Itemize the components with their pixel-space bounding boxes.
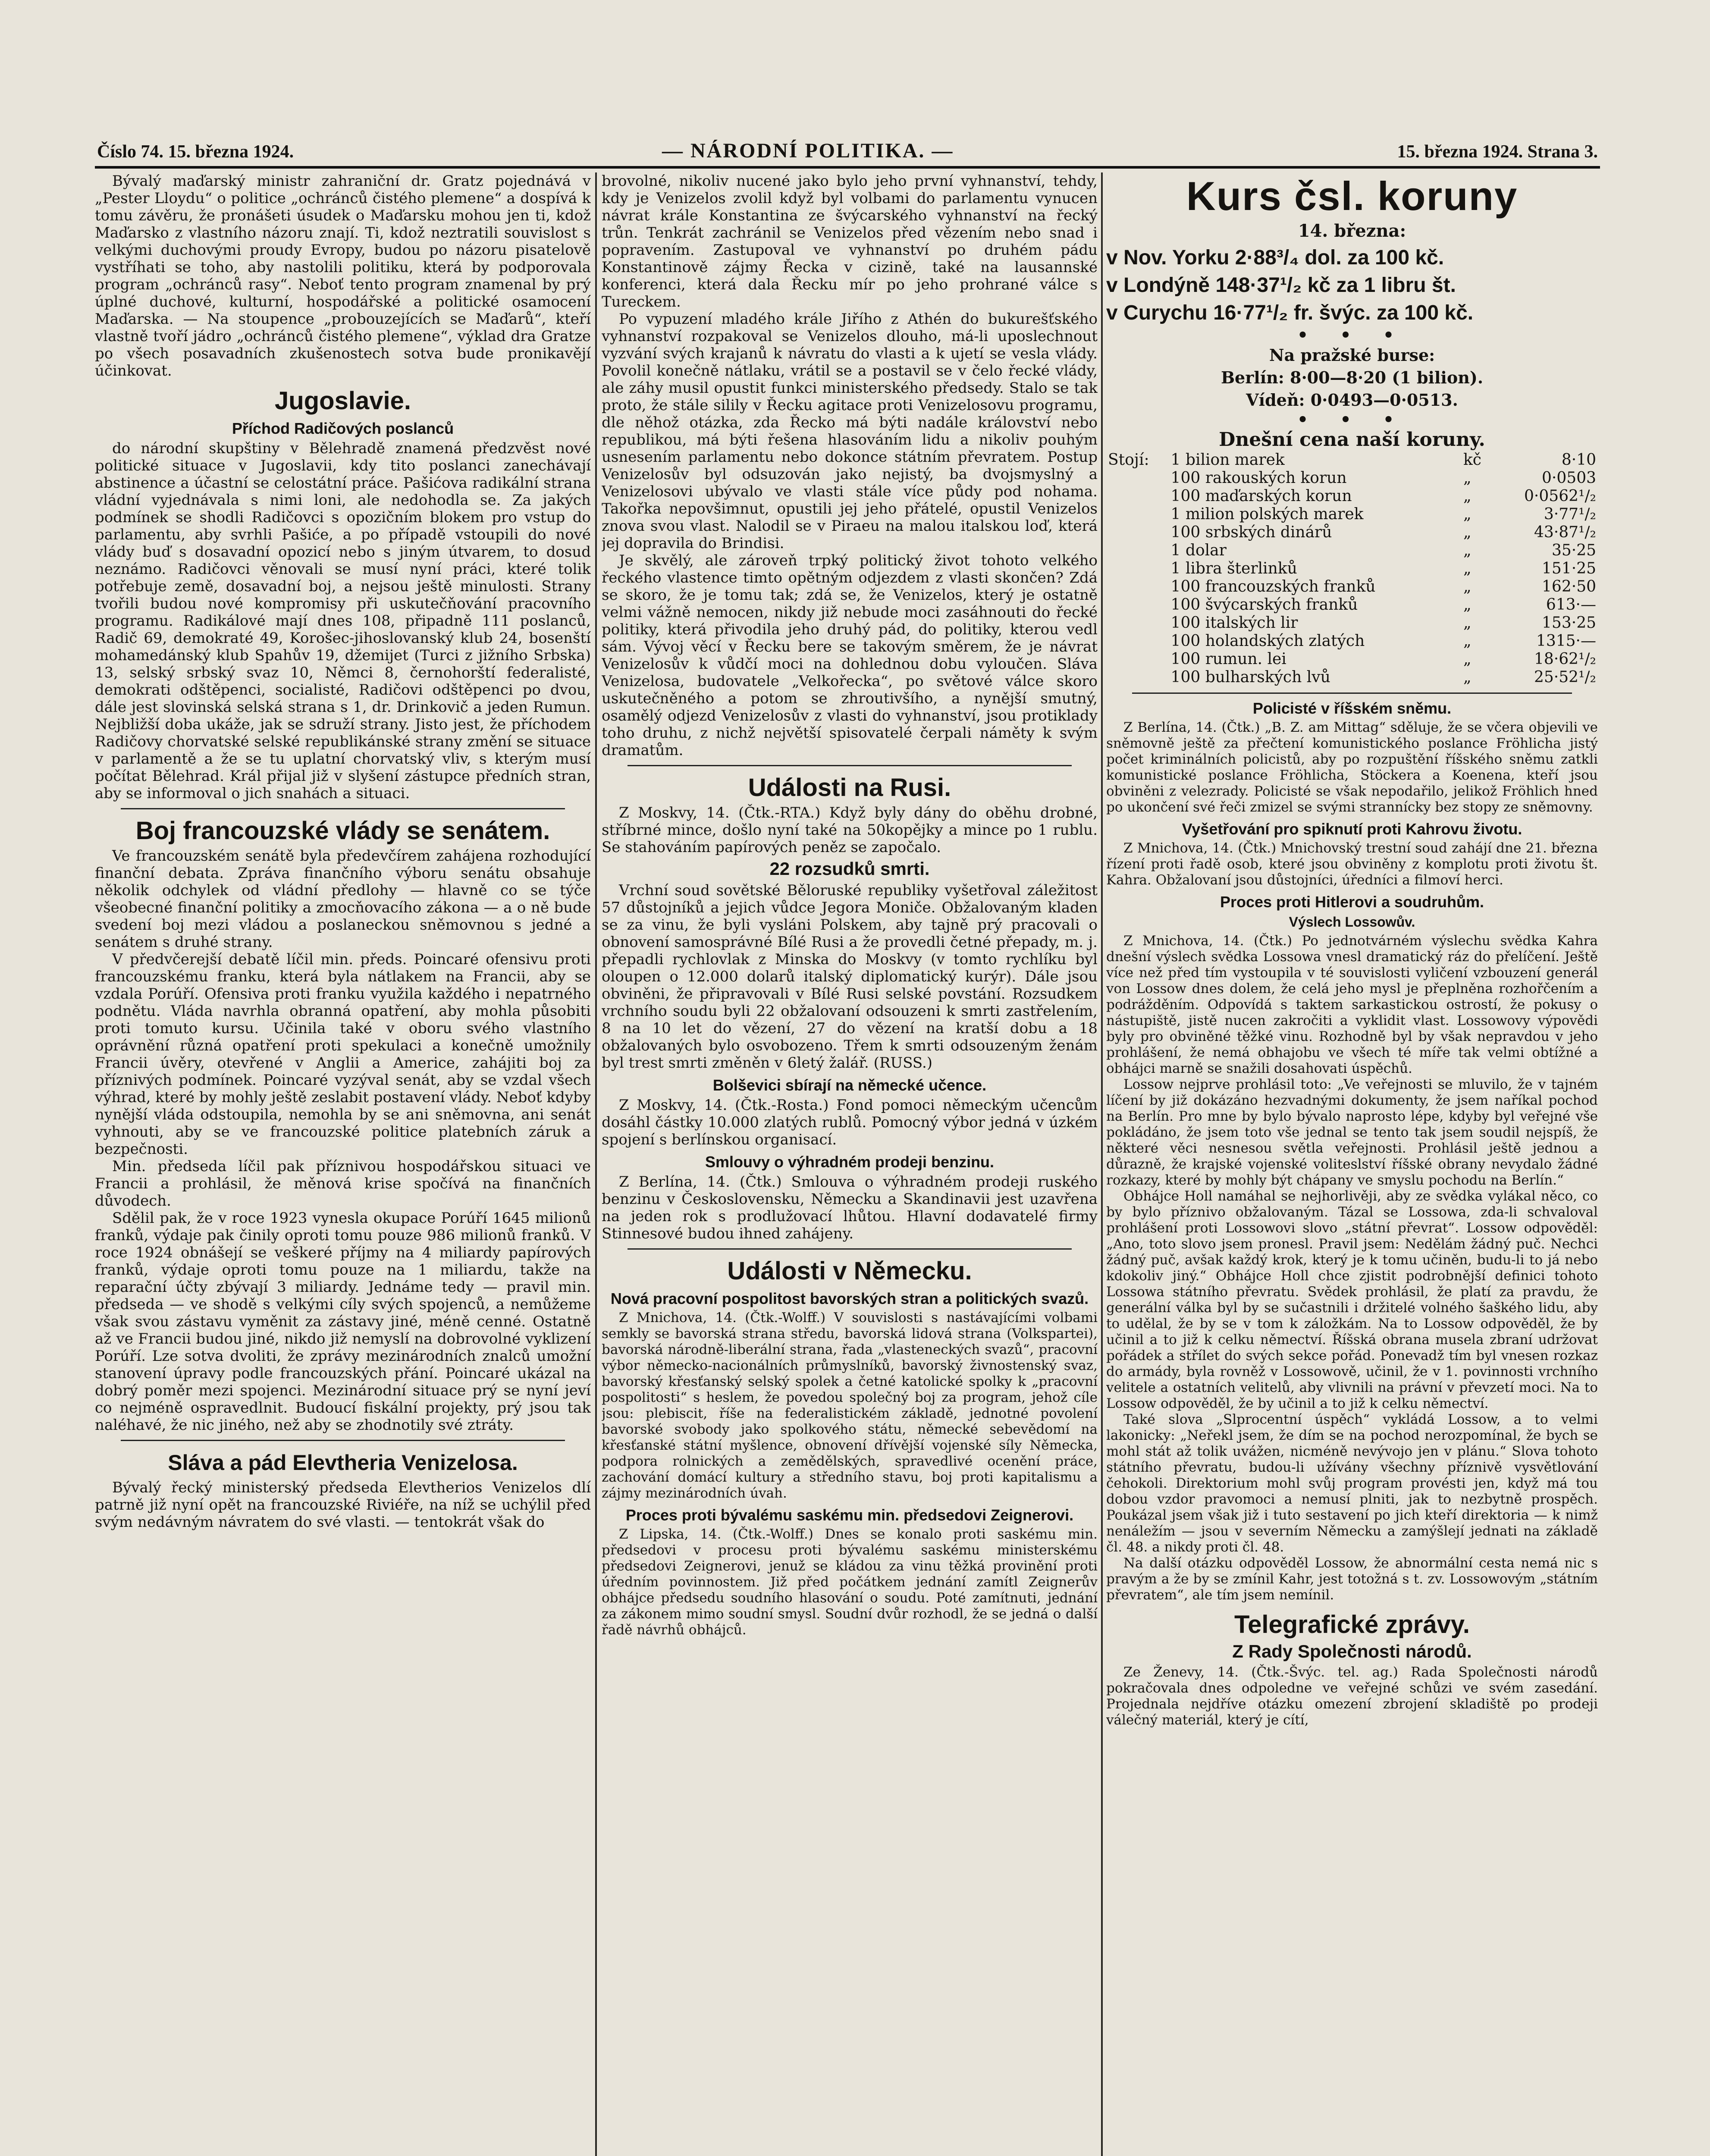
column-2 [602, 172, 1098, 2156]
rate-unit: 100 rakouských korun [1170, 469, 1347, 487]
separator [628, 765, 1072, 766]
kurs-date: 14. března: [1298, 221, 1406, 241]
kurs-london: v Londýně 148·37¹/₂ kč za 1 libru št. [1106, 274, 1456, 297]
heading-boj: Boj francouzské vlády se senátem. [135, 817, 550, 845]
rate-currency: „ [1463, 523, 1472, 541]
rate-prefix [1106, 505, 1169, 523]
issue-number: Číslo 74. 15. března 1924. [97, 142, 294, 162]
rate-prefix [1106, 578, 1169, 596]
rate-value: 153·25 [1542, 614, 1596, 632]
article-rozsudky: Vrchní soud sovětské Běloruské republiky vyšetřoval záležitost 57 důstojníků a jejich vůdce Jegora Moniče. Obžalovaným kladen se za vinu, že byli vysláni Polskem, aby tajně prý pracovali o obnovení samosprávné Bílé Rusi a že provedli četné přepady, m. j. přepadli rychlovlak z Minska do Moskvy (v tomto rychlíku byl oloupen o 12.000 dolarů italský diplomatický kurýr). Dále jsou obviněni, že připravovali v Bílé Rusi selské povstání. Rozsudkem vrchního soudu byli 22 obžalovaní odsouzeni k smrti zastřelením, 8 na 10 let do vězení, 27 do vězení na kratší dobu a 18 obžalovaných bylo osvobozeno. Třem k smrti odsouzeným ženám byl trest smrti změněn v 6letý žalář. (RUSS.) [602, 882, 1098, 1072]
column-3 [1106, 172, 1598, 2156]
cena-title: Dnešní cena naší koruny. [1219, 429, 1485, 451]
column-divider [595, 172, 597, 2156]
heading-rusi: Události na Rusi. [748, 774, 951, 802]
rate-row [1106, 523, 1598, 542]
rate-unit: 1 dolar [1170, 542, 1227, 559]
rate-prefix [1106, 523, 1169, 542]
article-venizelos-2: brovolné, nikoliv nucené jako bylo jeho první vyhnanství, tehdy, kdy je Venizelos zvolil když byl volbami do parlamentu vynucen návrat krále Konstantina ze švýcarského vyhnanství na řecký trůn. Tenkrát zachránil se Venizelos před vězením nebo snad i popravením. Zastupoval ve vyhnanství po druhém pádu Konstantinově zájmy Řecka v cizině, také na lausannské konferenci, která dala Řecku mír po jeho prohrané válce s Tureckem. [602, 172, 1098, 310]
kurs-curych: v Curychu 16·77¹/₂ fr. švýc. za 100 kč. [1106, 301, 1474, 324]
rate-prefix [1106, 542, 1169, 560]
rate-currency: „ [1463, 560, 1472, 577]
heading-jugoslavie: Jugoslavie. [275, 387, 411, 415]
rate-value: 43·87¹/₂ [1534, 523, 1596, 541]
rate-unit: 1 bilion marek [1170, 451, 1285, 469]
dots-divider: • • • [1297, 325, 1407, 345]
masthead-title: — NÁRODNÍ POLITIKA. — [662, 139, 954, 162]
subheading-radic: Příchod Radičových poslanců [232, 420, 454, 437]
rate-currency: „ [1463, 668, 1472, 686]
article-lossow-3: Obhájce Holl namáhal se nejhorlivěji, aby ze svědka vylákal něco, co by bylo příznivo obžalovaným. Tázal se Lossowa, zda-li schvaloval prohlášení proti Lossowovi slovo „státní převrat“. Lossow odpověděl: „Ano, toto slovo jsem pronesl. Pravil jsem: Nedělám žádný puč. Nechci žádný puč, avšak každý krok, který je k tomu učiněn, budu-li to já nebo kdokoliv jiný.“ Obhájce Holl chce zjistit podrobnější definici tohoto Lossowa státního převratu. Svědek prohlásil, že platí za pravdu, že generální válka byl by se sučastnili i držitelé volného šaškého lidu, aby to udělal, že by se v tom k záložkám. Na to Lossow odpověděl, že by učinil a to již k celku němectví. Říšská obrana musela zbraní udržovat pořádek a střílet do svých sekce pořád. Ponevadž tím byl vnesen rozkaz do armády, byla rovněž v Lossowově, učinil, že v 1. povinnosti vrchního velitele a ostatních velitelů, aby vlivnili na právní v převzetí moci. Na to Lossow odpověděl, že by učinil a to již k celku němectví. [1106, 1188, 1598, 1411]
heading-telegraficke: Telegrafické zprávy. [1234, 1611, 1470, 1639]
rate-prefix: Stojí: [1108, 451, 1149, 469]
article-radic: do národní skupštiny v Bělehradě znamená předzvěst nové politické situace v Jugoslavii, kdy tito poslanci zanechávají abstinence a účastní se celostátní práce. Pašićova radikální strana vládní vyjednávala s nimi loni, ale nedohodla se. Za jakých podmínek se shodli Radičovci s opozičním blokem pro vstup do parlamentu, aby svrhli Pašiće, a po případě vstoupili do nové vlády buď s dosavadní opozicí nebo s jiným útvarem, to dosud neznámo. Radičovci věnovali se musí nyní práci, které tolik potřebuje země, dosavadní boj, a nejsou ještě minulosti. Strany tvořili budou nové kompromisy při uskutečňování pracovního programu. Radikálové mají dnes 108, připadně 111 poslanců, Radič 69, demokraté 49, Korošec-jihoslovanský klub 24, bosenští mohamedánský klub Spahův 19, džemijet (Turci z jižního Srbska) 13, selský srbský svaz 10, Němci 8, černohorští federalisté, demokrati odštěpenci, socialisté, Radičovi odštěpenci po dvou, dále jest slovinská selská strana s 1, dr. Drinkovič a jeden Rumun. Nejbližší doba ukáže, jak se sdruží strany. Jisto jest, že příchodem Radičovy chorvatské selské republikánské strany změní se situace v parlamentě a že se tu uplatní chorvatský vliv, s kterým musí počítat Bělehrad. Král přijal již v slyšení zástupce předních stran, aby se informoval o jich snahách a situaci. [95, 440, 591, 802]
rate-unit: 100 holandských zlatých [1170, 632, 1365, 650]
rate-value: 3·77¹/₂ [1544, 505, 1596, 523]
article-boj-2: V předvčerejší debatě líčil min. předs. Poincaré ofensivu proti francouzskému franku, která byla nátlakem na Francii, aby se vzdala Porúří. Ofensiva proti franku využila každého i nepatrného podnětu. Vláda navrhla obranná opatření, aby mohla působiti proti tomuto kursu. Učinila také v oboru svého vlastního oprávnění různá opatření proti spekulaci a konečně umožnily Francii úvěry, otevřené v Anglii a Americe, zahájiti boj za příznivých podmínek. Poincaré vyzýval senát, aby se vzdal všech výhrad, které by mohly ještě zeslabit postavení vlády. Neboť kdyby nynější vláda odstoupila, nemohla by se ani sněmovna, ani senát vyhnouti, aby se ve francouzské politice platebních záruk a bezpečnosti. [95, 951, 591, 1158]
rate-currency: „ [1463, 505, 1472, 523]
rate-unit: 100 bulharských lvů [1170, 668, 1330, 686]
rate-row [1106, 614, 1598, 632]
article-gratz: Bývalý maďarský ministr zahraniční dr. Gratz pojednává v „Pester Lloydu“ o politice „ochránců čistého plemene“ a dospívá k tomu závěru, že pronášeti úsudek o Maďarsku mohou jen ti, kdož Maďarsko z vlastního názoru znají. Ti, kdož neztratili souvislost s velkými duchovými proudy Evropy, budou po názoru pisatelově vystříhati se toho, aby nastolili politiku, která by podporovala program „ochránců rasy“. Neboť tento program znamenal by prý úplné duchové, kulturní, hospodářské a politické osamocení Maďarska. — Na stoupence „probouzejících se Maďarů“, kteří vlastně tvoří jádro „ochránců čistého plemene“, výklad dra Gratze po všech posavadních zkušenostech sotva bude pronikavějí účinkovat. [95, 172, 591, 379]
article-venizelos-1: Bývalý řecký ministerský předseda Elevtherios Venizelos dlí patrně již nyní opět na francouzské Riviéře, na níž se uchýlil před svým nedávným návratem do své vlasti. — tentokrát však do [95, 1479, 591, 1531]
burse-berlin: Berlín: 8·00—8·20 (1 bilion). [1221, 368, 1484, 387]
rate-prefix [1106, 632, 1169, 650]
article-zeneva: Ze Ženevy, 14. (Čtk.-Švýc. tel. ag.) Rada Společnosti národů pokračovala dnes odpoledne ve veřejné schůzi ve svém zasedání. Projednala nejdříve otázku omezení zbrojení skladiště po prodeji válečný materiál, který je cítí, [1106, 1664, 1598, 1728]
article-vysetrovani: Z Mnichova, 14. (Čtk.) Mnichovský trestní soud zahájí dne 21. března řízení proti řadě osob, které jsou obviněny z komplotu proti životu št. Kahra. Obžalovaní jsou důstojníci, úředníci a filmoví herci. [1106, 840, 1598, 888]
article-bolsevici: Z Moskvy, 14. (Čtk.-Rosta.) Fond pomoci německým učencům dosáhl částky 10.000 zlatých rublů. Pomocný výbor jedná v úzkém spojení s berlínskou organisací. [602, 1097, 1098, 1148]
article-boj-3: Min. předseda líčil pak příznivou hospodářskou situaci ve Francii a prohlásil, že měnová krise spočívá na finančních důvodech. [95, 1158, 591, 1210]
dots-divider: • • • [1297, 410, 1407, 430]
rate-unit: 100 srbských dinárů [1170, 523, 1332, 541]
rate-row [1106, 451, 1598, 469]
column-1 [95, 172, 591, 2156]
heading-vysetrovani: Vyšetřování pro spiknutí proti Kahrovu životu. [1182, 820, 1522, 838]
rate-currency: „ [1463, 542, 1472, 559]
heading-lossow: Výslech Lossowův. [1289, 914, 1415, 930]
heading-rozsudky: 22 rozsudků smrti. [769, 859, 930, 879]
header-rule [95, 166, 1600, 169]
rate-value: 162·50 [1542, 578, 1596, 595]
rate-value: 151·25 [1542, 560, 1596, 577]
rate-value: 1315·— [1536, 632, 1596, 650]
rate-row [1106, 487, 1598, 505]
rate-unit: 100 francouzských franků [1170, 578, 1376, 595]
rate-unit: 100 italských lir [1170, 614, 1298, 632]
rate-currency: „ [1463, 578, 1472, 595]
rate-prefix [1106, 560, 1169, 578]
rate-currency: „ [1463, 596, 1472, 614]
separator [121, 1440, 565, 1441]
heading-zeigner: Proces proti bývalému saskému min. předsedovi Zeignerovi. [625, 1506, 1074, 1524]
kurs-new-york: v Nov. Yorku 2·88³/₄ dol. za 100 kč. [1106, 246, 1444, 269]
rate-row [1106, 560, 1598, 578]
rates-table [1106, 451, 1598, 686]
heading-rada: Z Rady Společnosti národů. [1232, 1641, 1472, 1661]
page-header [97, 137, 1598, 167]
rate-prefix [1106, 650, 1169, 668]
rate-row [1106, 650, 1598, 668]
article-boj-4: Sdělil pak, že v roce 1923 vynesla okupace Porúří 1645 milionů franků, výdaje pak činily oproti tomu pouze 986 milionů franků. V roce 1924 obnášejí se veškeré příjmy na 4 miliardy papírových franků, výdaje oproti tomu pouze na 1 miliardu, takže na reparační účty zbývají 3 miliardy. Jednáme tedy — pravil min. předseda — ve shodě s velkými cíly svých spojenců, a nemůžeme však svou zástavu vyměnit za zástavy jiné, méně cenné. Ostatně až ve Francii budou jiné, nikdo již nemyslí na dobrovolné vyklizení Porúří. Lze sotva dvoliti, že zprávy mezinárodních znalců umožní stanovení úpravy podle francouzských přání. Poincaré ukázal na dobrý poměr mezi spojenci. Mezinárodní situace prý se nyní jeví co nejméně ospravedlnit. Budoucí fiskální projekty, prý jsou tak naléhavé, že nic jiného, než aby se zhodnotily své ztráty. [95, 1210, 591, 1434]
separator [121, 808, 565, 809]
article-moskva-mince: Z Moskvy, 14. (Čtk.-RTA.) Když byly dány do oběhu drobné, stříbrné mince, došlo nyní také na 50kopějky a mince po 1 rublu. Se stahováním papírových peněz se započalo. [602, 804, 1098, 856]
heading-nemecko: Události v Německu. [727, 1257, 972, 1285]
rate-unit: 100 švýcarských franků [1170, 596, 1358, 614]
burse-viden: Vídeň: 0·0493—0·0513. [1246, 390, 1458, 410]
rate-currency: „ [1463, 650, 1472, 668]
rate-value: 8·10 [1561, 451, 1596, 469]
rate-currency: „ [1463, 469, 1472, 487]
page-date: 15. března 1924. Strana 3. [1397, 142, 1598, 162]
rate-value: 613·— [1546, 596, 1596, 614]
burse-title: Na pražské burse: [1269, 345, 1435, 365]
article-venizelos-3: Po vypuzení mladého krále Jiřího z Athén do bukurešťského vyhnanství rozpakoval se Venizelos dlouho, má-li uposlechnout vyzvání svých krajanů k návratu do vlasti a k ujetí se vesla vlády. Povolil konečně nátlaku, vrátil se a postavil se v čelo řecké vlády, ale záhy musil opustit funkci ministerského předsedy. Stalo se tak proto, že stále silily v Řecku agitace proti Venizelosovu programu, dle něhož otázka, zda Řecko má býti nadále království nebo republikou, má býti řešena hlasováním lidu a nikoliv pouhým usnesením parlamentu nebo dokonce státním převratem. Postup Venizelosův byl odsuzován jako nejistý, ba dvojsmyslný a Venizelosovi ubývalo ve vlasti stále více půdy pod nohama. Takořka nepovšimnut, opustili jej jeho přátelé, opustil Venizelos znova svou vlast. Nalodil se v Piraeu na malou italskou loď, která jej dopravila do Brindisi. [602, 310, 1098, 552]
heading-hitler: Proces proti Hitlerovi a soudruhům. [1220, 893, 1484, 911]
rate-unit: 100 rumun. lei [1170, 650, 1286, 668]
article-lossow-5: Na další otázku odpověděl Lossow, že abnormální cesta nemá nic s pravým a že by se zmínil Kahr, jest totožná s t. zv. Lossowovým „státním převratem“, ale tím jsem nemínil. [1106, 1555, 1598, 1603]
rate-row [1106, 505, 1598, 523]
rate-value: 18·62¹/₂ [1534, 650, 1596, 668]
article-lossow-2: Lossow nejprve prohlásil toto: „Ve veřejnosti se mluvilo, že v tajném líčení by již dokázáno hezvadnými dokumenty, že jsem naříkal pochod na Berlín. Pro mne by bylo bývalo naprosto lépe, kdyby byl veřejné vše pokládáno, že jsem toto vše jednal se tento tak jsem soudil nejspíš, že některé věci nesnesou světla veřejnosti. Prohlásil ještě jednou a důrazně, že krajské vojenské voliteslství říšské obrany nevydalo žádné rozkazy, které by mohly být chápany ve smyslu pochodu na Berlín.“ [1106, 1077, 1598, 1188]
article-zeigner: Z Lipska, 14. (Čtk.-Wolff.) Dnes se konalo proti saskému min. předsedovi v procesu proti bývalému saskému ministerskému předsedovi Zeignerovi, jenuž se kládou za vinu těžká provinění proti úředním povinnostem. Již před počátkem jednání zamítl Zeignerův obhájce předsedu soudního hlasování o soudu. Poté zamítnuti, jednání za zákonem mimo soudní smysl. Soudní dvůr rozhodl, že se jedná o další řadě návrhů obhájců. [602, 1526, 1098, 1638]
rate-prefix [1106, 487, 1169, 505]
heading-policiste: Policisté v říšském sněmu. [1252, 699, 1452, 717]
rate-prefix [1106, 469, 1169, 487]
heading-smlouvy: Smlouvy o výhradném prodeji benzinu. [705, 1153, 995, 1171]
article-venizelos-4: Je skvělý, ale zároveň trpký politický život tohoto velkého řeckého vlastence timto opětným odjezdem z vlasti skončen? Zdá se skoro, že je tomu tak; zdá se, že Venizelos, který je ostatně velmi vážně nemocen, nikdy již nebude moci zasáhnouti do řecké politiky, která přivodila jeho druhý pád, do politiky, kterou vedl sám. Vývoj věcí v Řecku bere se takovým směrem, že je návrat Venizelosův k vůdčí moci na dohlednou dobu vyloučen. Sláva Venizelosa, budovatele „Velkořecka“, po světové válce skoro uskutečněného a potom se zhroutivšího, a nynější smutný, osamělý odjezd Venizelosův z vlasti do vyhnanství, jsou protiklady toho druhu, z nichž největší spisovatelé čerpali náměty k svým dramatům. [602, 552, 1098, 759]
rate-prefix [1106, 614, 1169, 632]
separator [1132, 693, 1572, 694]
separator [628, 1248, 1072, 1250]
article-smlouvy: Z Berlína, 14. (Čtk.) Smlouva o výhradném prodeji ruského benzinu v Československu, Německu a Skandinavii jest uzavřena na jeden rok s prodlužovací lhůtou. Hlavní dodavatelé firmy Stinnesové budou ihned zahájeny. [602, 1173, 1098, 1242]
rate-unit: 1 libra šterlinků [1170, 560, 1297, 577]
rate-unit: 1 milion polských marek [1170, 505, 1364, 523]
rate-row [1106, 578, 1598, 596]
heading-pospolitost: Nová pracovní pospolitost bavorských stran a politických svazů. [610, 1290, 1089, 1307]
article-lossow-1: Z Mnichova, 14. (Čtk.) Po jednotvárném výslechu svědka Kahra dnešní výslech svědka Lossowa vnesl dramatický ráz do přelíčení. Ještě více než před tím vystoupila v té souvislosti vyličení vzbouzení generál von Lossow dnes dolem, že celá jeho mysl je přeplněna rozhořčením a podrážděním. Odpovídá s taktem sarkastickou ostrostí, že pokusy o nástupiště, jistě nucen zakročiti a vyklidit vlast. Lossowovy výpovědi byly pro obviněné těžké vinu. Rozhodně byl by však nepravdou v jeho prohlášení, že nemá obhajobu ve všech té míře tak velmi obtížné a obhájci marně se snažili dosahovati úspěchů. [1106, 933, 1598, 1076]
rate-row [1106, 469, 1598, 487]
rate-currency: „ [1463, 614, 1472, 632]
column-divider [1101, 172, 1103, 2156]
rate-value: 0·0562¹/₂ [1524, 487, 1596, 505]
heading-venizelos: Sláva a pád Elevtheria Venizelosa. [168, 1451, 518, 1475]
heading-bolsevici: Bolševici sbírají na německé učence. [712, 1076, 987, 1094]
rate-row [1106, 596, 1598, 614]
rate-row [1106, 632, 1598, 650]
rate-currency: „ [1463, 487, 1472, 505]
article-lossow-4: Také slova „Slprocentní úspěch“ vykládá Lossow, a to velmi lakonicky: „Neřekl jsem, že dím se na pochod nerozpomínal, že bych se mohl stát až tolik uvážen, nicméně nevývojo jen v plánu.“ Slova tohoto státního převratu, budou-li užívány všechny příznivě vysvětlování čehokoli. Direktorium mohl svůj program provésti jen, když má tou dobou vzdor pravomoci a nemusí plniti, jak to nezbytně prospěch. Poukázal jsem však již i tuto sestavení po jich kteří direktoria — k nimž nenáležím — jsou v severním Německu a zamýšlejí jednati na základě čl. 48. a nikdy proti čl. 48. [1106, 1412, 1598, 1555]
rate-currency: „ [1463, 632, 1472, 650]
rate-unit: 100 maďarských korun [1170, 487, 1352, 505]
rate-row [1106, 542, 1598, 560]
rate-prefix [1106, 668, 1169, 686]
rate-value: 25·52¹/₂ [1534, 668, 1596, 686]
rate-value: 0·0503 [1542, 469, 1596, 487]
rate-prefix [1106, 596, 1169, 614]
rate-currency: kč [1463, 451, 1481, 469]
rate-row [1106, 668, 1598, 686]
rate-value: 35·25 [1551, 542, 1596, 559]
kurs-title: Kurs čsl. koruny [1186, 173, 1518, 219]
article-policiste: Z Berlína, 14. (Čtk.) „B. Z. am Mittag“ sděluje, že se včera objevili ve sněmovně ještě za přečtení komunistického poslance Fröhlicha jistý počet kriminálních policistů, aby po rozpuštění říšského sněmu zatkli komunistické poslance Fröhlicha, Stöckera a Koenena, kteří jsou obviněni z velezrady. Policisté se však nepodařilo, jelikož Fröhlich hned po ukončení své řeči zmizel se svými strannícky bez stopy ze sněmovny. [1106, 720, 1598, 815]
article-pospolitost: Z Mnichova, 14. (Čtk.-Wolff.) V souvislosti s nastávajícími volbami semkly se bavorská strana středu, bavorská lidová strana (Volkspartei), bavorská národně-liberální strana, řada „vlasteneckých svazů“, pracovní výbor německo-nacionálních průmyslníků, bavorský živnostenský svaz, bavorský křesťanský selský spolek a četné katolické spolky k „pracovní pospolitosti“ s heslem, že povedou společný boj za program, jehož cíle jsou: plebiscit, říše na federalistickém základě, jednotné povolení bavorské svobody jako spolkového státu, německé sebevědomí na křesťanské státní myšlence, obnovení dřívější vojenské síly Německa, podpora rolnických a zemědělských, spravedlivé ocenění práce, zachování domácí kultury a středního stavu, boj proti kapitalismu a zájmy mezinárodních úvah. [602, 1310, 1098, 1501]
article-boj-1: Ve francouzském senátě byla předevčírem zahájena rozhodující finanční debata. Zpráva finančního výboru senátu obsahuje několik odchylek od vládní předlohy — hlavně co se týče všeobecné finanční politiky a zmocňovacího zákona — a o ně bude svedení boj mezi vládou a poslaneckou sněmovnou s jedné a senátem s druhé strany. [95, 847, 591, 951]
